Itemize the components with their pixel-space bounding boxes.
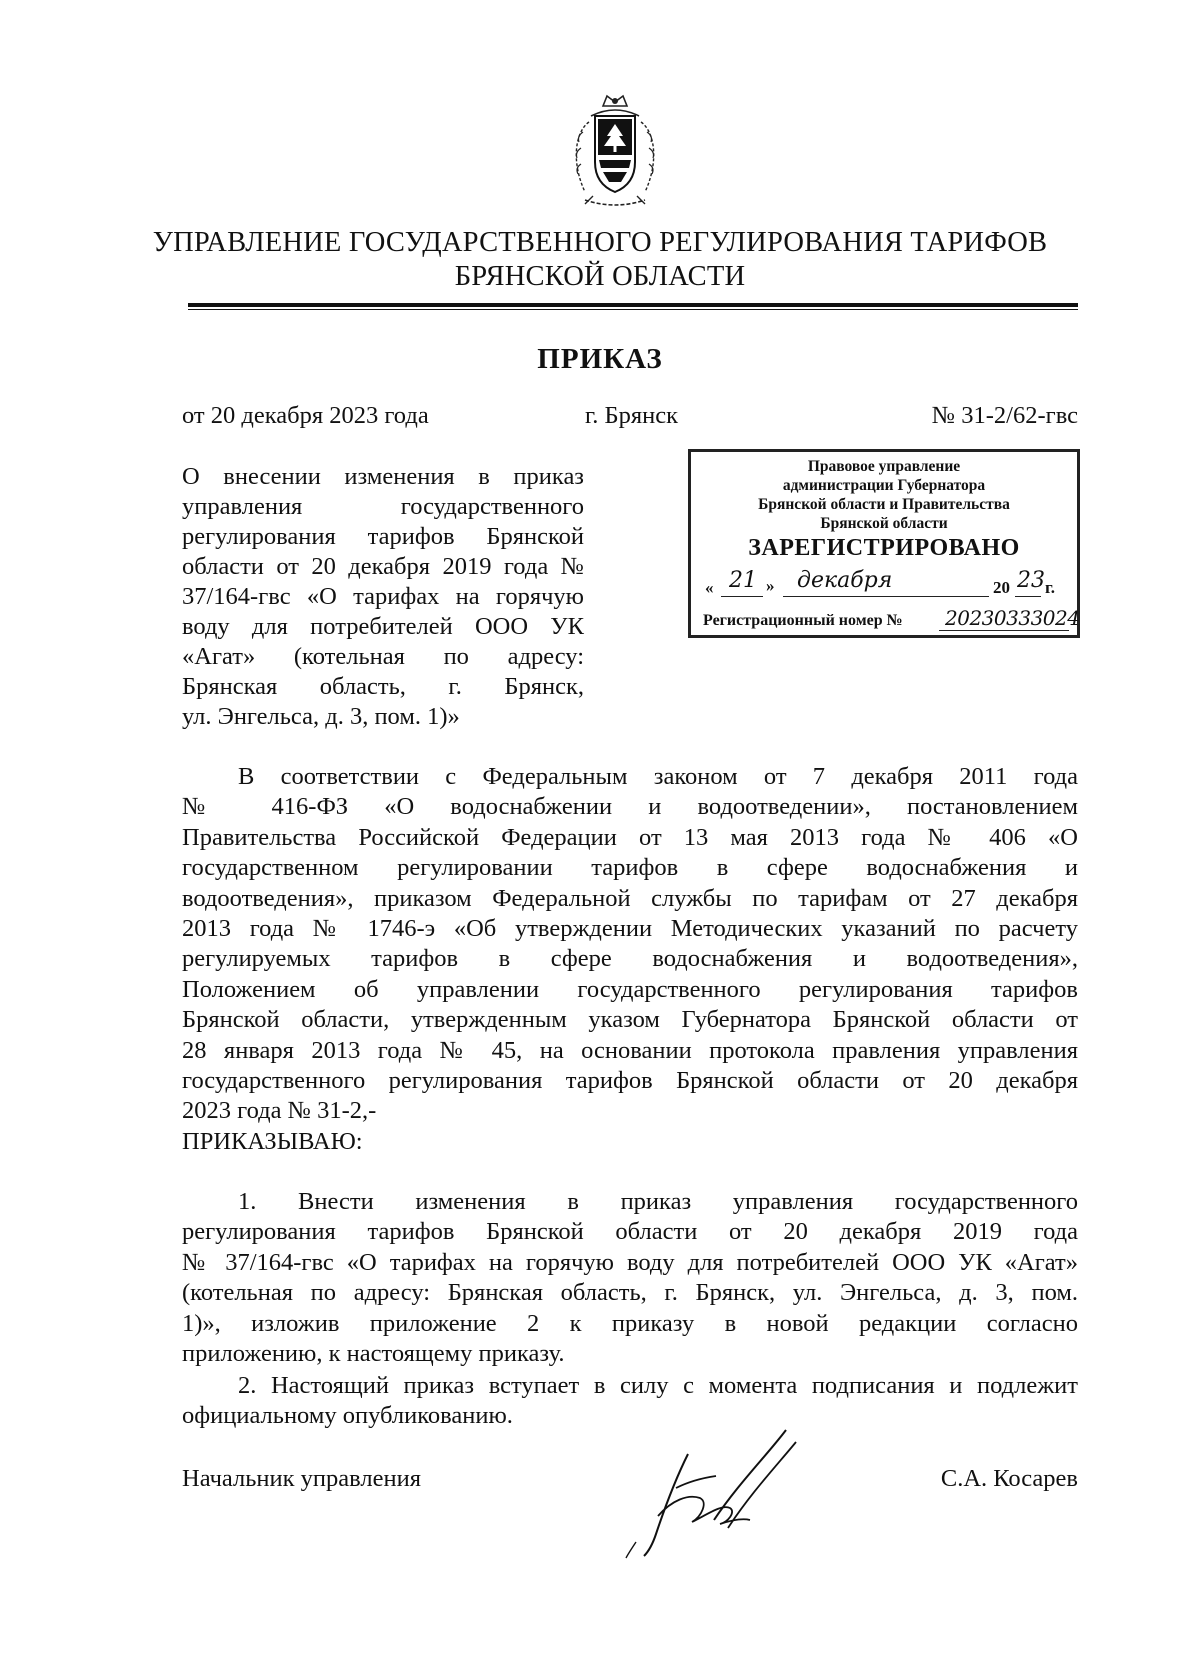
registration-stamp [688, 449, 1080, 638]
coat-of-arms-icon [555, 92, 675, 212]
text-line: официальному опубликованию. [182, 1402, 513, 1430]
stamp-day-underline [721, 596, 763, 597]
stamp-line: администрации Губернатора [782, 477, 986, 494]
text-line: государственного регулирования тарифов Брянской области от 20 декабря [182, 1066, 1078, 1094]
subject-line: 37/164-гвс «О тарифах на горячую [182, 583, 584, 610]
subject-line: Брянская область, г. Брянск, [182, 673, 584, 700]
text-line: 28 января 2013 года № 45, на основании протокола правления управления [182, 1036, 1078, 1064]
header-divider [188, 303, 1078, 307]
org-title-line2: БРЯНСКОЙ ОБЛАСТИ [454, 261, 746, 292]
stamp-quote-close: » [766, 576, 775, 595]
stamp-registered-label: ЗАРЕГИСТРИРОВАНО [748, 535, 1020, 561]
subject-line: управления государственного [182, 493, 584, 520]
text-line: 2. Настоящий приказ вступает в силу с момента подписания и подлежит [238, 1372, 1078, 1399]
stamp-reg-label: Регистрационный номер № [703, 612, 903, 629]
stamp-year-underline [1015, 596, 1041, 597]
stamp-reg-value: 20230333024 [945, 606, 1080, 630]
stamp-registration-number [703, 606, 1080, 634]
preamble-paragraph [182, 762, 1078, 1127]
text-line: государственном регулировании тарифов в сфере водоснабжения и [182, 854, 1078, 882]
command-text: ПРИКАЗЫВАЮ: [182, 1128, 363, 1155]
subject-line: регулирования тарифов Брянской [182, 523, 584, 550]
text-line: № 416-ФЗ «О водоснабжении и водоотведении», постановлением [182, 793, 1078, 821]
order-item-1 [182, 1187, 1078, 1369]
document-number: № 31-2/62-гвс [931, 402, 1078, 429]
text-line: Брянской области, утвержденным указом Губернатора Брянской области от [182, 1006, 1078, 1034]
signer-title: Начальник управления [182, 1465, 421, 1492]
text-line: приложению, к настоящему приказу. [182, 1339, 565, 1367]
text-line: В соответствии с Федеральным законом от 7 декабря 2011 года [238, 763, 1078, 790]
document-subject [182, 462, 584, 732]
document-type: ПРИКАЗ [537, 343, 663, 375]
stamp-month-underline [783, 596, 989, 597]
stamp-year-unit: г. [1045, 578, 1056, 597]
stamp-date [705, 568, 1069, 602]
org-title-line1: УПРАВЛЕНИЕ ГОСУДАРСТВЕННОГО РЕГУЛИРОВАНИЯ ТАРИФОВ [152, 227, 1048, 258]
signature-icon [618, 1424, 844, 1560]
text-line: 1. Внести изменения в приказ управления государственного [238, 1188, 1078, 1215]
document-city: г. Брянск [585, 402, 679, 429]
subject-line: «Агат» (котельная по адресу: [182, 643, 584, 670]
text-line: 1)», изложив приложение 2 к приказу в новой редакции согласно [182, 1309, 1078, 1337]
text-line: водоотведения», приказом Федеральной службы по тарифам от 27 декабря [182, 884, 1078, 912]
subject-line: области от 20 декабря 2019 года № [182, 553, 584, 580]
stamp-quote-open: « [705, 578, 714, 597]
text-line: № 37/164-гвс «О тарифах на горячую воду для потребителей ООО УК «Агат» [182, 1248, 1078, 1276]
text-line: регулируемых тарифов в сфере водоснабжения и водоотведения», [182, 945, 1078, 973]
stamp-line: Правовое управление [807, 458, 961, 475]
stamp-year-prefix: 20 [993, 578, 1010, 597]
text-line: 2023 года № 31-2,- [182, 1097, 377, 1125]
text-line: Положением об управлении государственного регулирования тарифов [182, 975, 1078, 1003]
stamp-line: Брянской области и Правительства [758, 496, 1010, 513]
order-command [182, 1127, 1078, 1157]
document-date: от 20 декабря 2023 года [182, 402, 429, 429]
stamp-year-suffix: 23 [1017, 568, 1045, 593]
subject-line: О внесении изменения в приказ [182, 463, 584, 490]
stamp-line: Брянской области [820, 515, 948, 532]
stamp-reg-underline [939, 630, 1069, 631]
text-line: 2013 года № 1746-э «Об утверждении Методических указаний по расчету [182, 914, 1078, 942]
subject-line: воду для потребителей ООО УК [182, 613, 584, 640]
text-line: Правительства Российской Федерации от 13 мая 2013 года № 406 «О [182, 823, 1078, 851]
signer-name: С.А. Косарев [940, 1465, 1078, 1492]
text-line: регулирования тарифов Брянской области от 20 декабря 2019 года [182, 1218, 1078, 1246]
header-divider-thin [188, 309, 1078, 310]
order-item-2 [182, 1371, 1078, 1432]
stamp-day: 21 [729, 568, 757, 593]
text-line: (котельная по адресу: Брянская область, г. Брянск, ул. Энгельса, д. 3, пом. [182, 1279, 1078, 1307]
stamp-month: декабря [797, 568, 893, 593]
subject-line: ул. Энгельса, д. 3, пом. 1)» [182, 703, 460, 730]
